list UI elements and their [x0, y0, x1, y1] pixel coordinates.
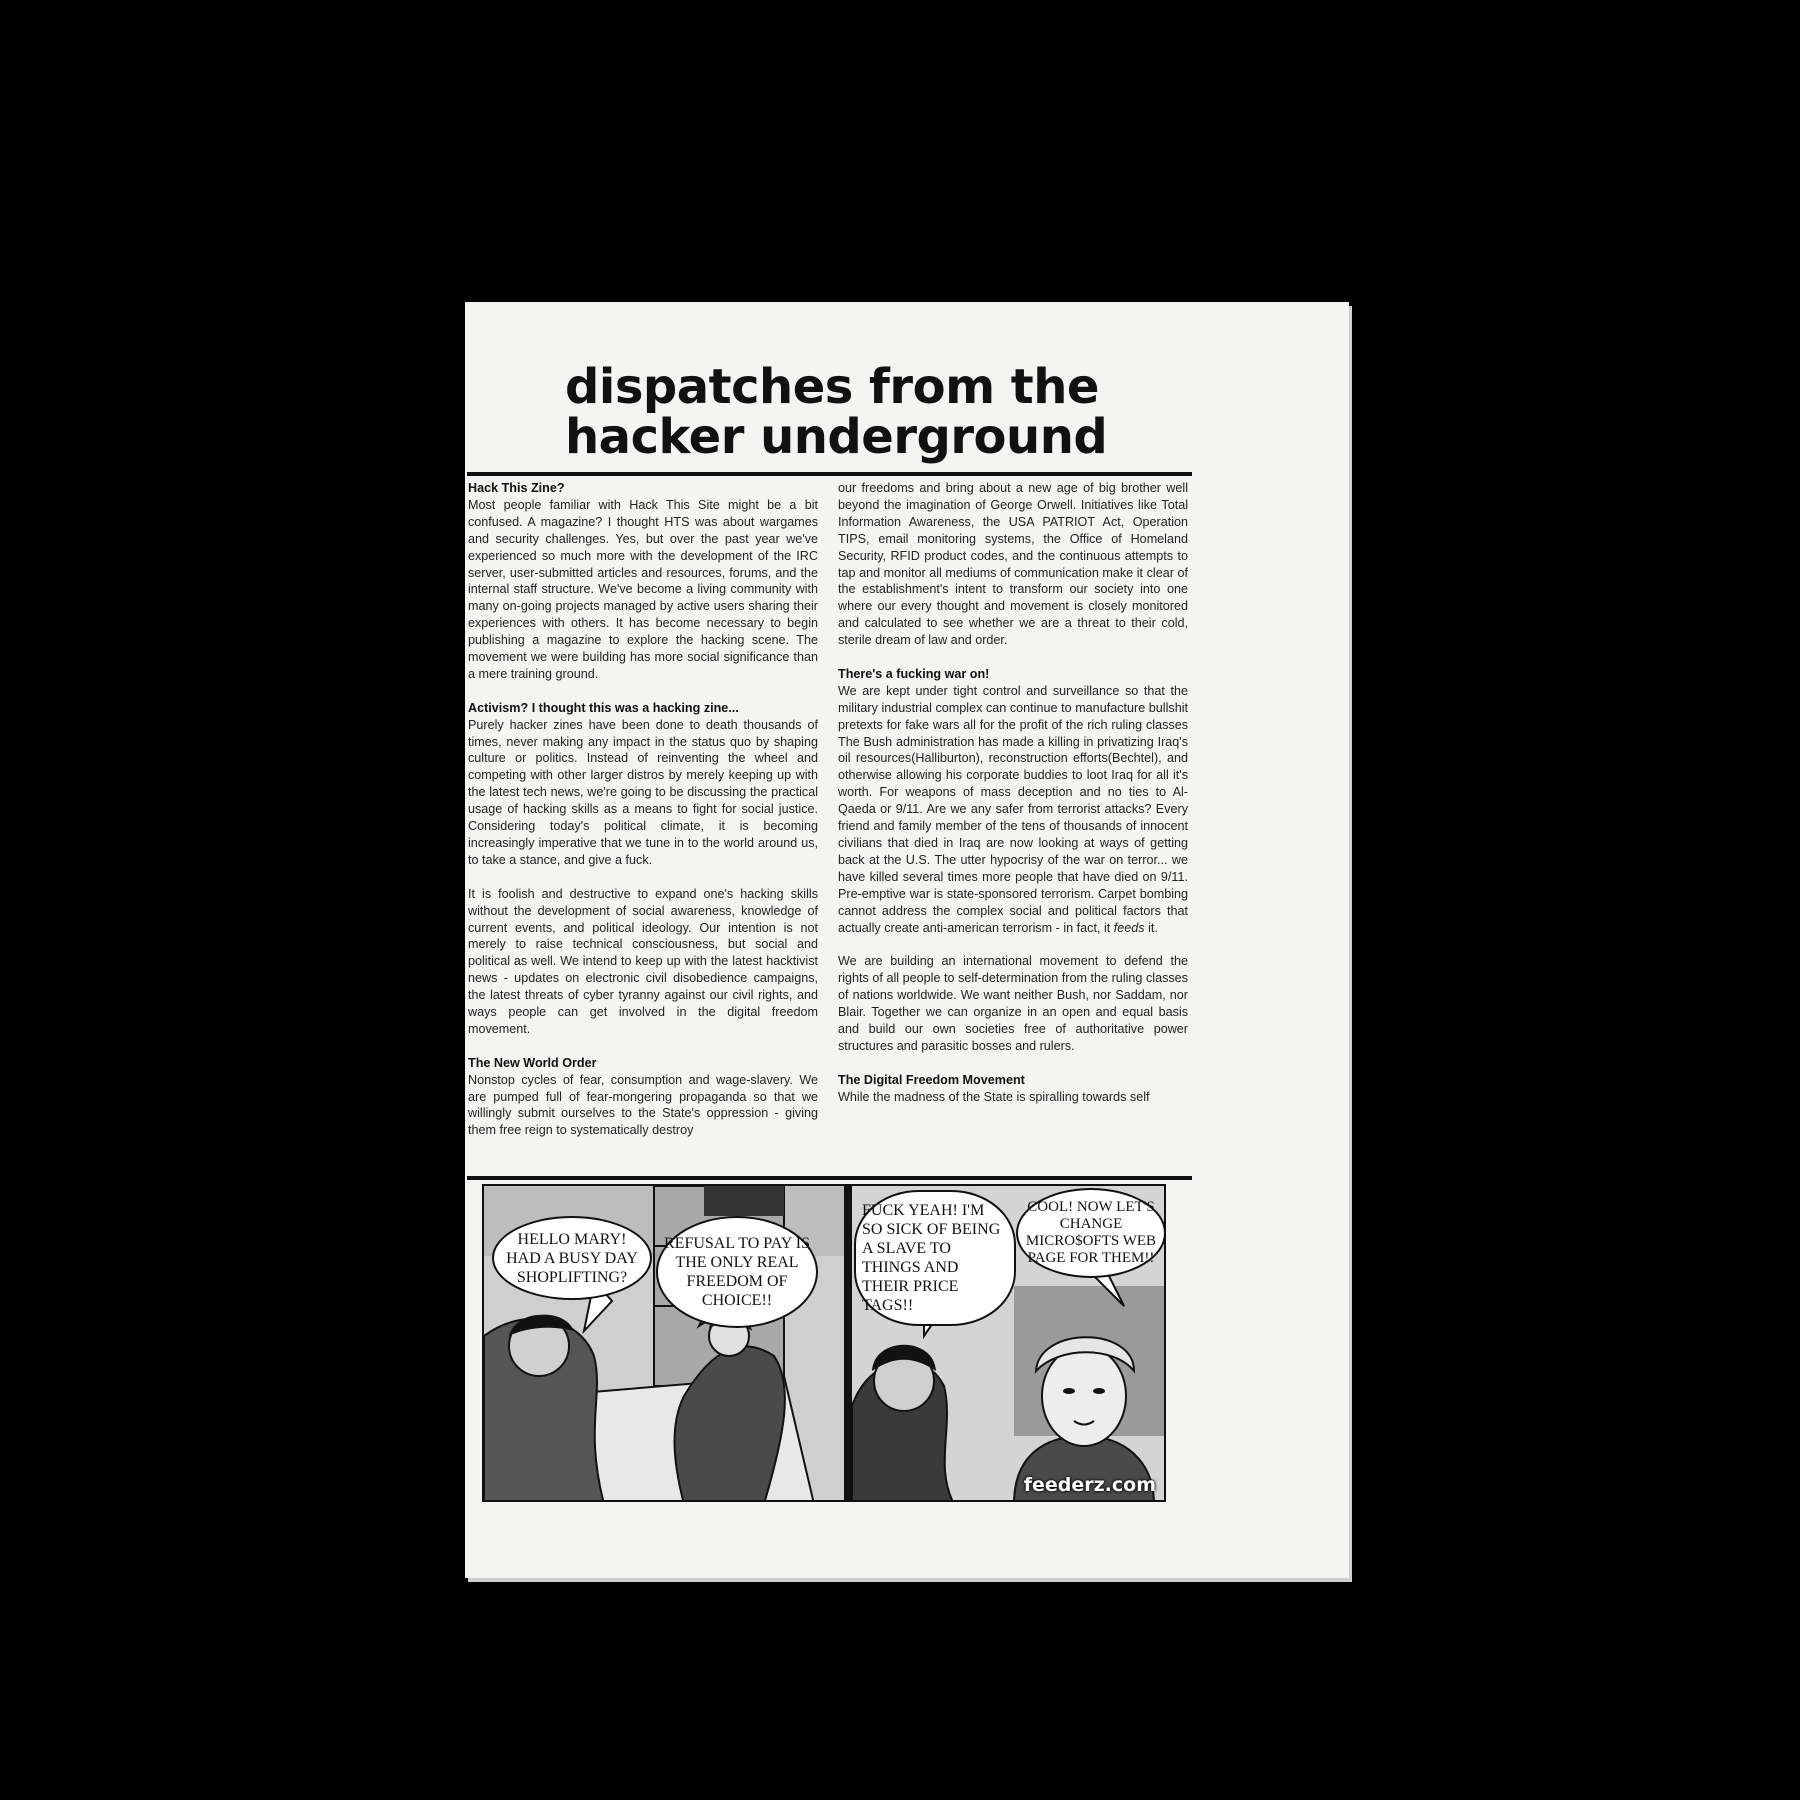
speech-bubble: FUCK YEAH! I'M SO SICK OF BEING A SLAVE TO THINGS AND THEIR PRICE TAGS!!	[854, 1190, 1016, 1326]
heading-activism: Activism? I thought this was a hacking zine...	[468, 700, 739, 715]
heading-hack-this-zine: Hack This Zine?	[468, 481, 565, 495]
speech-bubble: REFUSAL TO PAY IS THE ONLY REAL FREEDOM OF CHOICE!!	[656, 1216, 818, 1328]
paragraph-text: We are kept under tight control and surveillance so that the military industrial complex can continue to manufacture bullshit pretexts for fake wars all for the profit of the rich ruling classes The Bush administration has made a killing in privatizing Iraq's oil resources(Halliburton), reconstruction efforts(Bechtel), and otherwise allowing his corporate buddies to loot Iraq for all it's worth. For weapons of mass deception and no ties to Al-Qaeda or 9/11. Are we any safer from terrorist attacks? Every friend and family member of the tens of thousands of innocent civilians that died in Iraq are now looking at ways of getting back at the U.S. The utter hypocrisy of the war on terror... we have killed several times more people that have died on 9/11. Pre-emptive war is state-sponsored terrorism. Carpet bombing cannot address the complex social and political factors that actually create anti-american terrorism - in fact, it	[838, 683, 1188, 935]
paragraph-text: it.	[1144, 920, 1158, 935]
paragraph: Most people familiar with Hack This Site might be a bit confused. A magazine? I thought HTS was about wargames and security challenges. Yes, but over the past year we've experienced so much more with the development of the IRC server, user-submitted articles and resources, forums, and the internal staff structure. We've become a living community with many on-going projects managed by active users sharing their experiences with others. It has become necessary to begin publishing a magazine to explore the hacking scene. The movement we were building has more social significance than a mere training ground.	[468, 497, 818, 681]
paragraph: our freedoms and bring about a new age of big brother well beyond the imagination of George Orwell. Initiatives like Total Information Awareness, the USA PATRIOT Act, Operation TIPS, email monitoring systems, the Office of Homeland Security, RFID product codes, and the continuous attempts to tap and monitor all mediums of communication make it clear of the establishment's intent to transform our society into one where our every thought and movement is closely monitored and calculated to see whether we are a threat to their cold, sterile dream of law and order.	[838, 481, 1188, 648]
comic-strip	[482, 1184, 1166, 1502]
heading-war: There's a fucking war on!	[838, 666, 990, 681]
heading-new-world-order: The New World Order	[468, 1055, 597, 1070]
page-title: dispatches from the hacker underground	[565, 359, 1108, 465]
paragraph: While the madness of the State is spiralling towards self	[838, 1089, 1150, 1104]
top-rule	[467, 472, 1192, 476]
paragraph: Purely hacker zines have been done to death thousands of times, never making any impact in the status quo by shaping culture or politics. Instead of reinventing the wheel and competing with other larger distros by merely keeping up with the latest tech news, we're going to be discussing the practical usage of hacking skills as a means to fight for social justice. Considering today's political climate, it is becoming increasingly imperative that we tune in to the world around us, to take a stance, and give a fuck.	[468, 717, 818, 867]
comic-credit: feederz.com	[1023, 1474, 1156, 1496]
right-column	[838, 480, 1188, 1105]
bottom-rule	[467, 1176, 1192, 1180]
left-column	[468, 480, 818, 1139]
zine-page	[465, 302, 1349, 1578]
heading-digital-freedom: The Digital Freedom Movement	[838, 1072, 1025, 1087]
paragraph: Nonstop cycles of fear, consumption and wage-slavery. We are pumped full of fear-mongering propaganda so that we willingly submit ourselves to the State's oppression - giving them free reign to systematically destroy	[468, 1072, 818, 1138]
paragraph: We are building an international movement to defend the rights of all people to self-determination from the ruling classes of nations worldwide. We want neither Bush, nor Saddam, nor Blair. Together we can organize in an open and equal basis and build our own societies free of authoritative power structures and parasitic bosses and rulers.	[838, 954, 1188, 1053]
emphasis-text: feeds	[1113, 920, 1145, 935]
paragraph	[838, 683, 1188, 937]
speech-bubble: HELLO MARY! HAD A BUSY DAY SHOPLIFTING?	[492, 1216, 652, 1300]
speech-bubble: COOL! NOW LET'S CHANGE MICRO$OFTS WEB PAGE FOR THEM!!	[1016, 1188, 1166, 1278]
paragraph: It is foolish and destructive to expand one's hacking skills without the development of social awareness, knowledge of current events, and political ideology. Our intention is not merely to raise technical consciousness, but social and political as well. We intend to keep up with the latest hacktivist news - updates on electronic civil disobedience campaigns, the latest threats of cyber tyranny against our civil rights, and ways people can get involved in the digital freedom movement.	[468, 886, 818, 1036]
